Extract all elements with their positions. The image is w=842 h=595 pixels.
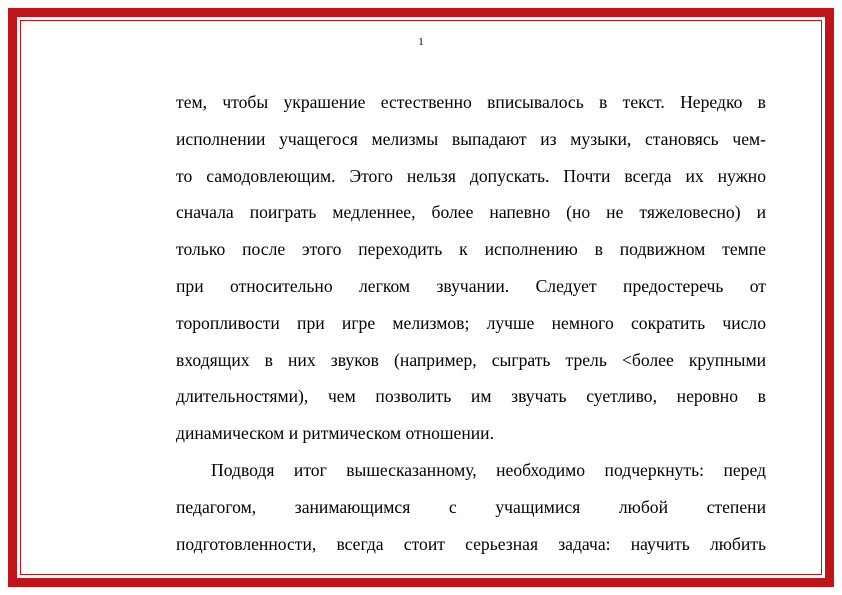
text-line: сначала поиграть медленнее, более напевно (но не тяжеловесно) и [176, 202, 766, 223]
text-line: при относительно легком звучании. Следует предостеречь от [176, 275, 766, 296]
text-line: входящих в них звуков (например, сыграть трель <более крупными [176, 349, 766, 370]
text-line: исполнении учащегося мелизмы выпадают из музыки, становясь чем- [176, 128, 766, 149]
text-line: подготовленности, всегда стоит серьезная задача: научить любить [176, 533, 766, 554]
text-line: педагогом, занимающимся с учащимися любой степени [176, 496, 766, 517]
text-line: динамическом и ритмическом отношении. [176, 423, 494, 444]
body-text [176, 84, 766, 562]
text-line: длительностями), чем позволить им звучать суетливо, неровно в [176, 386, 766, 407]
text-line: только после этого переходить к исполнению в подвижном темпе [176, 239, 766, 260]
page-number: 1 [418, 36, 424, 48]
paragraph-start-line: Подводя итог вышесказанному, необходимо подчеркнуть: перед [211, 459, 766, 480]
text-line: торопливости при игре мелизмов; лучше немного сократить число [176, 312, 766, 333]
text-line: тем, чтобы украшение естественно вписывалось в текст. Нередко в [176, 92, 766, 112]
text-line: то самодовлеющим. Этого нельзя допускать. Почти всегда их нужно [176, 165, 766, 186]
